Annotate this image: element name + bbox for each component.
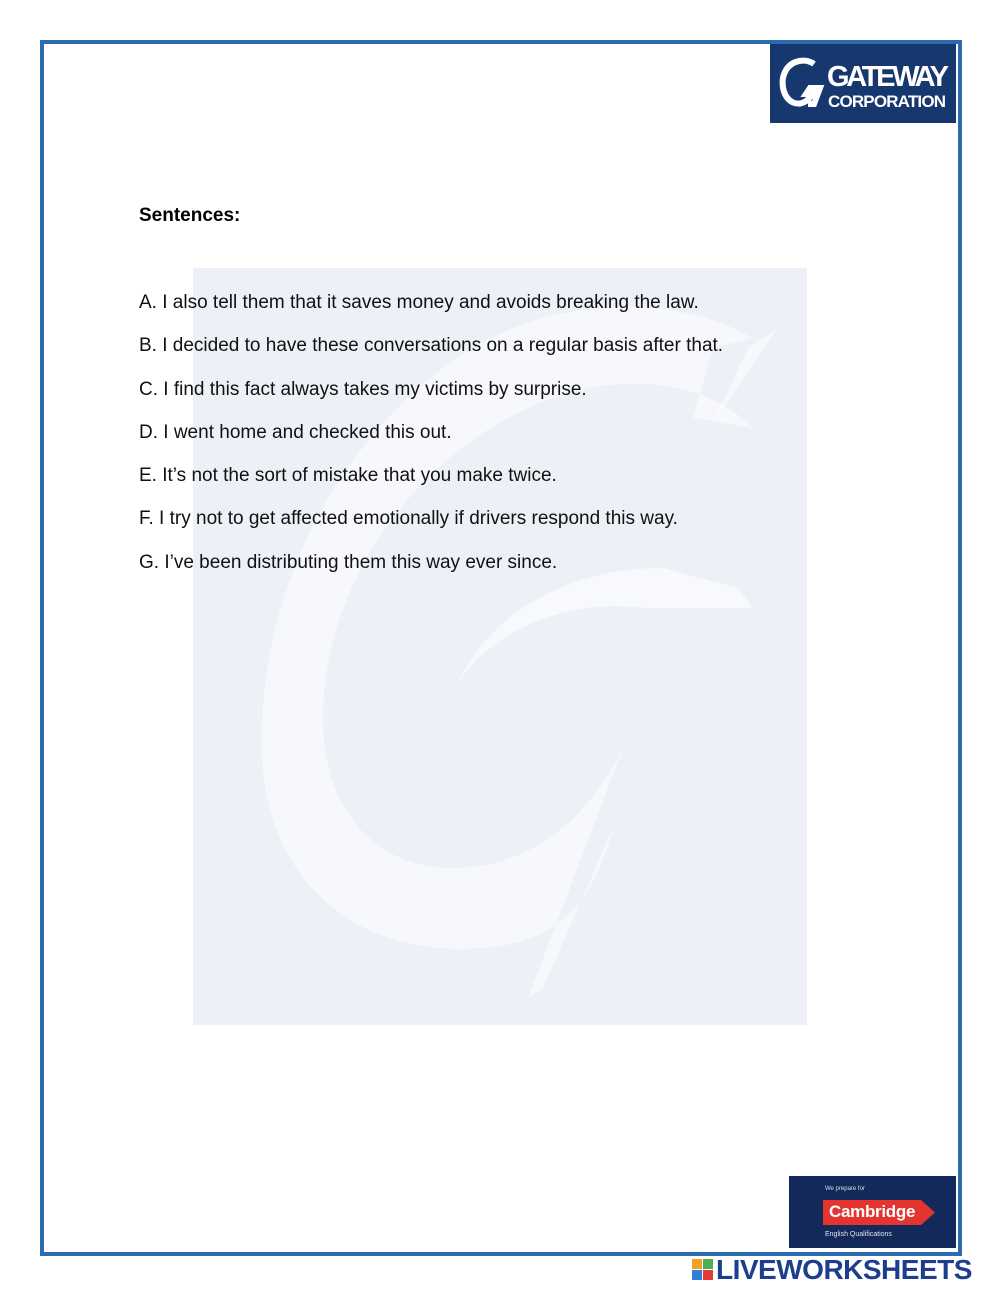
liveworksheets-brand [692, 1254, 992, 1286]
liveworksheets-blocks-icon [692, 1259, 714, 1281]
sentence-c: C. I find this fact always takes my victims by surprise. [139, 378, 587, 400]
sentence-list [139, 292, 723, 595]
cambridge-name: Cambridge [829, 1202, 916, 1221]
svg-text:GATEWAY: GATEWAY [827, 61, 949, 93]
gateway-corporation-logo [770, 44, 956, 123]
svg-text:CORPORATION: CORPORATION [828, 92, 946, 111]
cambridge-pretext: We prepare for [825, 1186, 865, 1192]
sentence-b: B. I decided to have these conversations on a regular basis after that. [139, 335, 724, 357]
sentence-d: D. I went home and checked this out. [139, 421, 452, 443]
cambridge-logo [789, 1176, 956, 1248]
sentence-a: A. I also tell them that it saves money and avoids breaking the law. [139, 292, 699, 313]
section-heading: Sentences: [139, 205, 241, 226]
sentence-g: G. I’ve been distributing them this way ever since. [139, 551, 558, 573]
sentence-f: F. I try not to get affected emotionally if drivers respond this way. [139, 508, 678, 530]
cambridge-subtitle: English Qualifications [825, 1231, 892, 1238]
sentence-e: E. It’s not the sort of mistake that you make twice. [139, 465, 557, 487]
liveworksheets-text: LIVEWORKSHEETS [716, 1254, 972, 1285]
